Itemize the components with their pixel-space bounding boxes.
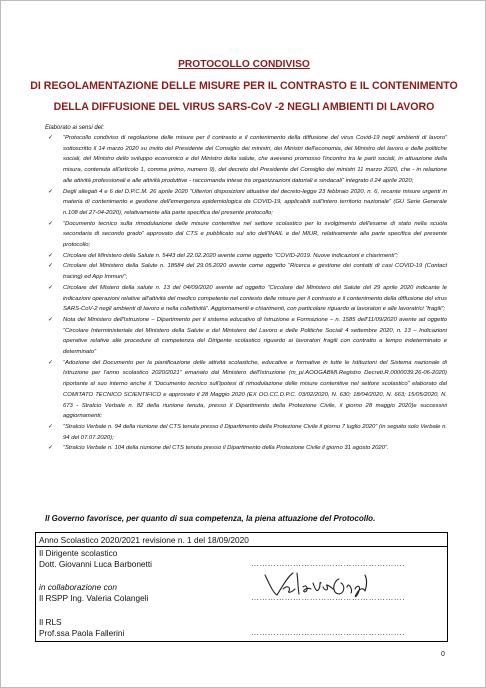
checkmark-icon: ✓ (48, 220, 54, 227)
list-item-text: “Stralcio Verbale n. 104 della riunione del CTS tenuta presso il Dipartimento della Protezione Civile il giorno 31 agosto 2020”. (63, 445, 389, 452)
signature-box (35, 532, 448, 642)
checkmark-icon: ✓ (48, 263, 54, 270)
list-item (41, 133, 447, 187)
document-title: PROTOCOLLO CONDIVISO (178, 59, 310, 70)
signature-line-rspp: ………………………………………………. (251, 593, 405, 602)
list-item-text: “Documento tecnico sulla rimodulazione delle misure contenitive nel settore scolastico per lo svolgimento dell'esame di stato nella scuola secondaria di secondo grado” approvato dal CTS e pubblicato sul sito dell'INAIL e del MIUR, relativamente alla parte specifica del presente protocollo; (63, 220, 447, 249)
list-item (41, 251, 447, 262)
list-item-text: Circolare del Ministero della Salute n. 18584 del 29.05.2020 avente come oggetto “Ricerca e gestione dei contatti di casi COVID-19 (Contact tracing) ed App Immuni”; (63, 263, 447, 281)
list-item-text: “Protocollo condiviso di regolazione delle misure per il contrasto e il contenimento della diffusione del virus Covid-19 negli ambienti di lavoro” sottoscritto il 14 marzo 2020 su invito del Presidente del Consiglio dei ministri, dei Ministri dell'economia, del Ministro del lavoro e delle politiche sociali, del Ministro dello sviluppo economico e del Ministro della salute, che avevano promosso l'incontro tra le parti sociali, in attuazione della misura, contenuta all'articolo 1, comma primo, numero 9), del decreto del Presidente del Consiglio dei ministri 11 marzo 2020, che - in relazione alle attività professionali e alle attività produttive - raccomanda intese tra organizzazioni datoriali e sindacali” integrato il 24 aprile 2020; (63, 135, 447, 184)
signature-line-rls: ………………………………………………. (251, 628, 405, 637)
checkmark-icon: ✓ (48, 284, 54, 291)
list-item (41, 443, 447, 454)
checkmark-icon: ✓ (48, 316, 54, 323)
dirigente-name: Dott. Giovanni Luca Barbonetti (39, 559, 152, 569)
rspp-name: Il RSPP Ing. Valeria Colangeli (39, 593, 149, 603)
document-subtitle-line1: DI REGOLAMENTAZIONE DELLE MISURE PER IL CONTRASTO E IL CONTENIMENTO (30, 80, 458, 92)
list-item-text: Nota del Ministero dell'Istruzione – Dipartimento per il sistema educativo di Istruzione e Formazione – n. 1585 dell'11/09/2020 avente ad oggetto “Circolare Interministeriale del Ministero della Salute e del Ministero del Lavoro e delle Politiche Sociali 4 settembre 2020, n. 13 – Indicazioni operative relative alle procedure di competenza del Dirigente scolastico riguardo ai lavoratori fragili con contratto a tempo indeterminato e determinato” (63, 316, 447, 356)
divider (36, 546, 447, 547)
dirigente-role: Il Dirigente scolastico (39, 548, 118, 558)
school-year-revision: Anno Scolastico 2020/2021 revisione n. 1 del 18/09/2020 (39, 535, 249, 545)
collaboration-label: in collaborazione con (39, 582, 117, 592)
list-item (41, 315, 447, 358)
checkmark-icon: ✓ (48, 135, 54, 141)
checkmark-icon: ✓ (48, 359, 54, 366)
list-item-text: Degli allegati 4 e 6 del D.P.C.M. 26 aprile 2020 “Ulteriori disposizioni attuative del decreto-legge 23 febbraio 2020, n. 6, recante misure urgenti in materia di contenimento e gestione dell'emergenza epidemiologica da COVID-19, applicabili sull'intero territorio nazionale” (GU Serie Generale n.108 del 27-04-2020), relativamente alla parte specifica del presente protocollo; (63, 188, 447, 216)
handwritten-signature (261, 567, 371, 601)
signature-line-dirigente: ………………………………………………. (251, 559, 405, 568)
checkmark-icon: ✓ (48, 423, 54, 430)
list-item (41, 187, 447, 219)
list-item-text: “Adozione del Documento per la pianificazione delle attività scolastiche, educative e formative in tutte le Istituzioni del Sistema nazionale di Istruzione per l'anno scolastico 2020/2021” emanato dal Ministero dell'Istruzione (m_pi.AOOGABMI.Registro Decreti.R.0000039.26-06-2020) riportante al suo interno anche il “Documento tecnico sull'ipotesi di rimodulazione delle misure contenitive nel settore scolastico” elaborato dal COMITATO TECNICO SCIENTIFICO e approvato il 28 Maggio 2020 (EX OO.CC.D.P.C. 03/02/2020, N. 630; 18/04/2020, N. 663; 15/05/2020, N. 673 - Stralcio Verbale n. 82 della riunione tenuta, presso il Dipartimento della Protezione Civile, il giorno 28 maggio 2020)e successivi aggiornamenti; (63, 359, 447, 420)
list-item (41, 358, 447, 422)
checkmark-icon: ✓ (48, 445, 54, 452)
rls-role: Il RLS (39, 617, 62, 627)
list-item-text: “Stralcio Verbale n. 94 della riunione del CTS tenuta presso il Dipartimento della Protezione Civile il giorno 7 luglio 2020” (in seguito solo Verbale n. 94 del 07.07.2020); (63, 423, 447, 441)
list-item (41, 283, 447, 315)
list-item (41, 422, 447, 443)
document-subtitle-line2: DELLA DIFFUSIONE DEL VIRUS SARS-CoV -2 NEGLI AMBIENTI DI LAVORO (53, 101, 435, 113)
list-item (41, 261, 447, 282)
list-item-text: Circolare del Ministero della Salute n. 5443 del 22.02.2020 avente come oggetto “COVID-2019. Nuove indicazioni e chiarimenti”; (63, 252, 398, 259)
closing-statement: Il Governo favorisce, per quanto di sua competenza, la piena attuazione del Protocollo. (45, 514, 376, 523)
rls-name: Prof.ssa Paola Fallerini (39, 628, 125, 638)
checkmark-icon: ✓ (48, 252, 54, 259)
page-number: 0 (441, 651, 445, 658)
list-item-text: Circolare del Mistero della salute n. 13 del 04/09/2020 avente ad oggetto “Circolare del Ministero del Salute del 29 aprile 2020 indicante le indicazioni operazioni relative all'attività del medico competente nel contesto delle misure per il contrasto e il contenimento della diffusione del virus SARS-CoV-2 negli ambienti di lavoro e nella collettività”. Aggiornamenti e chiarimenti, con particolare riguardo ai lavoratori e alle lavoratrici “fragili”; (63, 284, 447, 313)
intro-text: Elaborato ai sensi del: (45, 125, 105, 131)
list-item (41, 219, 447, 251)
reference-list (41, 133, 447, 454)
checkmark-icon: ✓ (48, 188, 54, 195)
